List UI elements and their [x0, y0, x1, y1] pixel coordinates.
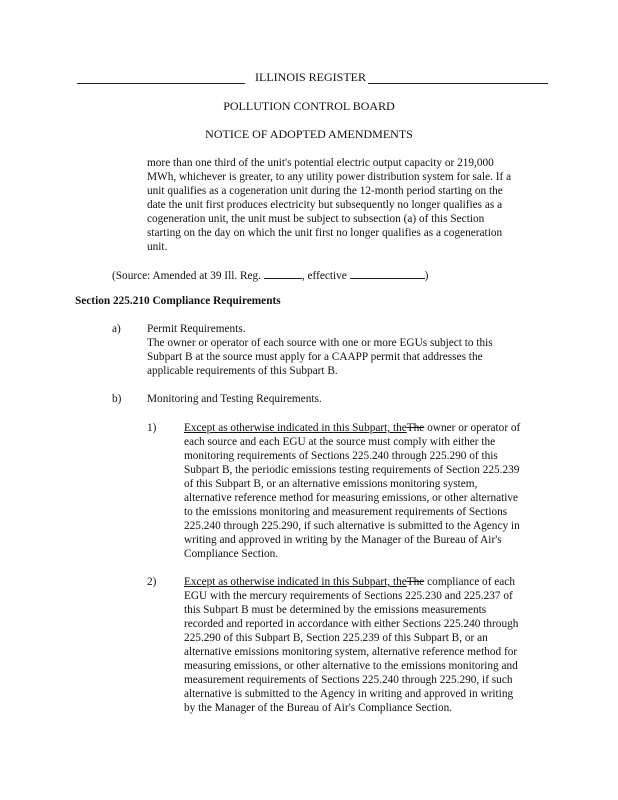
b2-marker: 2): [147, 576, 157, 588]
b2-line: EGU with the mercury requirements of Sections 225.230 and 225.237 of: [184, 590, 513, 602]
b1-deleted-text: The: [406, 422, 425, 434]
subsection-a-line: Subpart B at the source must apply for a CAAPP permit that addresses the: [147, 351, 483, 363]
header-rule-right: [368, 83, 548, 84]
b2-line: measuring emissions, or other alternative to the emissions monitoring and: [184, 660, 518, 672]
intro-line: unit.: [147, 241, 168, 253]
b2-line: 225.290 of this Subpart B, Section 225.239 of this Subpart B, or an: [184, 632, 488, 644]
board-title: POLLUTION CONTROL BOARD: [223, 99, 395, 113]
source-note-prefix: (Source: Amended at 39 Ill. Reg.: [112, 270, 262, 282]
b1-marker: 1): [147, 422, 157, 434]
b1-line: alternative reference method for measuring emissions, or other alternative: [184, 492, 519, 504]
b1-line: writing and approved in writing by the Manager of the Bureau of Air's: [184, 534, 502, 546]
b1-line: monitoring requirements of Sections 225.240 through 225.290 of this: [184, 450, 498, 462]
subsection-a-marker: a): [112, 323, 121, 335]
b1-line: Compliance Section.: [184, 548, 279, 560]
subsection-a-line: The owner or operator of each source with one or more EGUs subject to this: [147, 337, 493, 349]
intro-line: more than one third of the unit's potential electric output capacity or 219,000: [147, 157, 494, 169]
intro-line: unit qualifies as a cogeneration unit during the 12-month period starting on the: [147, 185, 503, 197]
source-note-middle: , effective: [301, 270, 347, 282]
register-page-blank: [264, 268, 302, 279]
b1-line: of this Subpart B, or an alternative emissions monitoring system,: [184, 478, 478, 490]
b2-line: by the Manager of the Bureau of Air's Compliance Section.: [184, 702, 453, 714]
b1-line: each source and each EGU at the source must comply with either the: [184, 436, 496, 448]
subsection-b-title: Monitoring and Testing Requirements.: [147, 393, 322, 405]
source-note: [112, 268, 428, 283]
b2-first-line: [184, 576, 515, 589]
b2-line: this Subpart B must be determined by the emissions measurements: [184, 604, 487, 616]
b2-line: measurement requirements of Sections 225.240 through 225.290, if such: [184, 674, 513, 686]
intro-line: cogeneration unit, the unit must be subject to subsection (a) of this Section: [147, 213, 485, 225]
register-title: ILLINOIS REGISTER: [255, 70, 366, 84]
intro-line: date the unit first produces electricity but subsequently no longer qualifies as a: [147, 199, 503, 211]
b2-line: recorded and reported in accordance with either Sections 225.240 through: [184, 618, 519, 630]
b2-first-rest: compliance of each: [424, 576, 515, 588]
intro-line: MWh, whichever is greater, to any utility power distribution system for sale. If a: [147, 171, 512, 183]
b1-first-rest: owner or operator of: [424, 422, 521, 434]
source-note-suffix: ): [424, 270, 429, 282]
b2-deleted-text: The: [406, 576, 425, 588]
b1-line: Subpart B, the periodic emissions testing requirements of Section 225.239: [184, 464, 520, 476]
b2-inserted-text: Except as otherwise indicated in this Subpart, the: [184, 576, 407, 588]
section-heading: Section 225.210 Compliance Requirements: [75, 295, 281, 307]
header-rule-left: [77, 83, 245, 84]
subsection-a-title: Permit Requirements.: [147, 323, 246, 335]
notice-title: NOTICE OF ADOPTED AMENDMENTS: [205, 127, 413, 141]
subsection-b-marker: b): [112, 393, 122, 405]
b1-first-line: [184, 422, 520, 435]
b2-line: alternative is submitted to the Agency in writing and approved in writing: [184, 688, 514, 700]
b1-line: to the emissions monitoring and measurement requirements of Sections: [184, 506, 508, 518]
intro-line: starting on the day on which the unit first no longer qualifies as a cogeneration: [147, 227, 503, 239]
subsection-a-line: applicable requirements of this Subpart B.: [147, 365, 338, 377]
b1-inserted-text: Except as otherwise indicated in this Subpart, the: [184, 422, 407, 434]
effective-date-blank: [350, 268, 425, 279]
b2-line: alternative emissions monitoring system, alternative reference method for: [184, 646, 518, 658]
b1-line: 225.240 through 225.290, if such alternative is submitted to the Agency in: [184, 520, 520, 532]
